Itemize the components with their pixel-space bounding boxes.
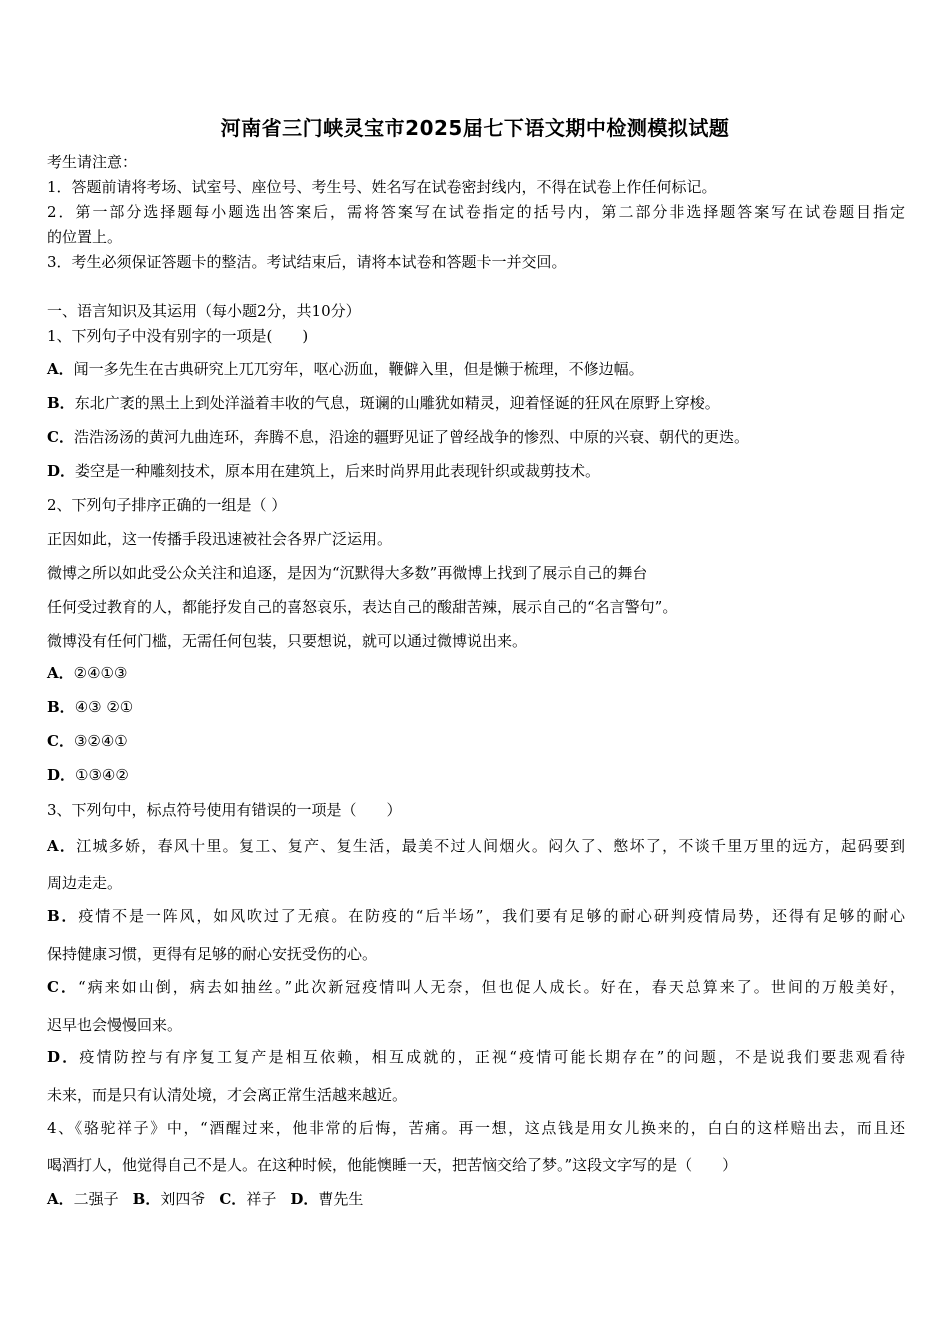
option-letter: B． [47,698,75,716]
option-letter: B． [47,394,75,412]
option-letter: B． [47,907,79,925]
question-2-option-d [47,765,129,785]
question-4-stem: 4、《骆驼祥子》中，“酒醒过来，他非常的后悔，苦痛。再一想，这点钱是用女儿换来的，白白的这样赔出去，而且还 [47,1119,905,1137]
option-letter: D． [47,462,76,480]
notice-heading: 考生请注意： [47,153,138,171]
notice-item-3: 3．考生必须保证答题卡的整洁。考试结束后，请将本试卷和答题卡一并交回。 [47,253,567,271]
notice-item-2-cont: 的位置上。 [47,228,123,246]
option-text: 浩浩汤汤的黄河九曲连环，奔腾不息，沿途的疆野见证了曾经战争的惨烈、中原的兴衰、朝代的更迭。 [73,428,749,446]
option-letter: A． [47,1190,74,1208]
question-3-stem: 3、下列句中，标点符号使用有错误的一项是（ ） [47,801,402,819]
option-text: 曹先生 [318,1190,364,1208]
question-2-option-a [47,663,127,683]
option-text: 疫情不是一阵风，如风吹过了无痕。在防疫的“后半场”，我们要有足够的耐心研判疫情局势，还得有足够的耐心 [78,907,905,925]
question-4-options [47,1189,363,1209]
option-letter: D． [290,1190,319,1208]
notice-item-2: 2．第一部分选择题每小题选出答案后，需将答案写在试卷指定的括号内，第二部分非选择题答案写在试卷题目指定 [47,203,905,221]
option-letter: A． [47,837,77,855]
option-text: 娄空是一种雕刻技术，原本用在建筑上，后来时尚界用此表现针织或裁剪技术。 [75,462,601,480]
option-text: 刘四爷 [160,1190,206,1208]
question-2-sentence-4: 微博没有任何门槛，无需任何包装，只要想说，就可以通过微博说出来。 [47,632,528,650]
option-text: “病来如山倒，病去如抽丝。”此次新冠疫情叫人无奈，但也促人成长。好在，春天总算来了。世间的万般美好， [78,978,905,996]
section-heading: 一、语言知识及其运用（每小题2分，共10分） [47,302,361,320]
question-3-option-c [47,977,905,997]
question-3-option-d [47,1047,905,1067]
question-3-option-a [47,836,905,856]
option-text: 二强子 [73,1190,119,1208]
question-3-option-b-cont: 保持健康习惯，更得有足够的耐心安抚受伤的心。 [47,945,378,963]
question-1-option-a [47,359,644,379]
option-letter: C． [47,978,78,996]
option-text: 疫情防控与有序复工复产是相互依赖，相互成就的，正视“疫情可能长期存在”的问题，不是说我们要悲观看待 [79,1048,906,1066]
option-text: 闻一多先生在古典研究上兀兀穷年，呕心沥血，鞭僻入里，但是懒于梳理，不修边幅。 [73,360,644,378]
option-letter: B． [132,1190,161,1208]
option-letter: A． [47,664,74,682]
option-letter: C． [219,1190,247,1208]
option-text: 江城多娇，春风十里。复工、复产、复生活，最美不过人间烟火。闷久了、憋坏了，不谈千里万里的远方，起码要到 [76,837,906,855]
question-1-option-c [47,427,749,447]
option-letter: C． [47,428,74,446]
question-3-option-b [47,906,905,926]
question-1-option-b [47,393,720,413]
notice-item-1: 1．答题前请将考场、试室号、座位号、考生号、姓名写在试卷密封线内，不得在试卷上作任何标记。 [47,178,717,196]
option-text: ③②④① [73,732,128,750]
question-2-sentence-3: 任何受过教育的人，都能抒发自己的喜怒哀乐，表达自己的酸甜苦辣，展示自己的“名言警句”。 [47,598,678,616]
option-letter: A． [47,360,74,378]
question-2-sentence-2: 微博之所以如此受公众关注和追逐，是因为“沉默得大多数”再微博上找到了展示自己的舞台 [47,564,648,582]
question-2-option-c [47,731,128,751]
question-1-option-d [47,461,600,481]
question-2-stem: 2、下列句子排序正确的一组是（ ） [47,496,287,514]
question-2-option-b [47,697,133,717]
question-3-option-a-cont: 周边走走。 [47,874,123,892]
question-3-option-d-cont: 未来，而是只有认清处境，才会离正常生活越来越近。 [47,1086,408,1104]
option-text: ①③④② [75,766,129,784]
option-text: 祥子 [246,1190,277,1208]
option-text: ④③ ②① [74,698,134,716]
question-2-sentence-1: 正因如此，这一传播手段迅速被社会各界广泛运用。 [47,530,393,548]
question-3-option-c-cont: 迟早也会慢慢回来。 [47,1016,183,1034]
option-letter: C． [47,732,74,750]
option-letter: D． [47,766,76,784]
page-title: 河南省三门峡灵宝市2025届七下语文期中检测模拟试题 [220,116,730,140]
question-1-stem: 1、下列句子中没有别字的一项是( ) [47,327,309,345]
question-4-stem-cont: 喝酒打人，他觉得自己不是人。在这种时候，他能懊睡一天，把苦恼交给了梦。”这段文字写的是（ ） [47,1156,738,1174]
option-text: ②④①③ [73,664,128,682]
option-text: 东北广袤的黑土上到处洋溢着丰收的气息，斑谰的山雕犹如精灵，迎着怪诞的狂风在原野上穿梭。 [74,394,720,412]
option-letter: D． [47,1048,80,1066]
